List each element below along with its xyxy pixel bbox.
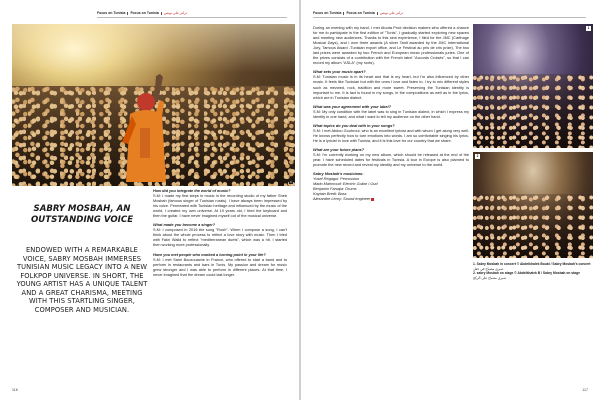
- header-rule: [313, 17, 586, 18]
- running-head-divider: [127, 12, 128, 15]
- qa-block: [313, 105, 469, 120]
- page-number: 117: [582, 388, 588, 392]
- crowd: [473, 194, 593, 258]
- interview-answer: S.M: I met Abdou Gouhroui, who is an excellent lyricist and with whom I get along very well. He knows perfectly how to turn emotions into words. I am so comfortable singing his lyrics. He is a lyricist in love with Tunisia, and it is this love for our country that we share.: [313, 128, 469, 143]
- interview-answer: S.M: I made my first steps in music in the recording studio of my father Sheb Mosbah (famous singer of Tunisian rurals). I have always been impressed by his voice. Permeated with Tunisian heritage and influenced by the music of the world, I created my own universe. At 19 years old, I tried the keyboard and then the guitar. I have never imagined myself out of the musical universe.: [153, 194, 287, 219]
- caption-line: 1. Sabry Mosbah in concert © Abdelkhalek Boubl / Sabry Mosbah's concert: [473, 262, 591, 266]
- running-head: [97, 11, 187, 15]
- right-page: [301, 0, 600, 400]
- interview-question: What are your future plans?: [313, 147, 365, 152]
- interview-answer: S.M: Tunisian music is in its heart and that is my heart, but I'm also influenced by other music. It feels like Tunisian but with the ones I love and listen to. I try to mix different styles such as mezwed, rock, tradition and more sweet. Preserving the Tunisian identity is important to me. It is fact is found in my songs, in the compositions as well as in the lyrics, which are in Tunisian dialect.: [313, 75, 469, 100]
- credit-line: Kaytain Bredi: Bass: [313, 192, 347, 197]
- interview-question: How did you integrate the world of music?: [153, 189, 231, 193]
- end-mark-icon: [371, 198, 374, 201]
- header-rule: [97, 17, 287, 18]
- credit-line: Benjamin Faruqia: Drums: [313, 187, 357, 192]
- interview-question: What sets your music apart?: [313, 70, 366, 75]
- intro-paragraph: [313, 26, 469, 66]
- qa-block: [313, 148, 469, 168]
- credits-heading: Sabry Mosbah's musicians:: [313, 172, 364, 177]
- crowd-photo-top: [473, 24, 593, 148]
- qa-block: [313, 124, 469, 144]
- caption-arabic: صبري مصباح في حفل: [473, 266, 504, 271]
- running-head-divider: [343, 12, 344, 15]
- qa-block: [153, 189, 287, 219]
- interview-answer: S.M: I met Sami Bouzouache in France, who offered to start a band and to perform in restaurants and bars in Tunis. My passion and dream for music grew stronger and I was able to perform in different places. At that time, I never imagined that the dream could last longer.: [153, 257, 287, 277]
- concert-photo: [12, 24, 295, 186]
- photo-captions: [473, 262, 595, 280]
- interview-question: What made you become a singer?: [153, 223, 216, 228]
- credit-line: [313, 197, 469, 202]
- crowd-photo-bottom: [473, 152, 593, 258]
- article-headline: SABRY MOSBAH, AN OUTSTANDING VOICE: [30, 204, 134, 225]
- running-head-title: Focus on Tunisia: [97, 11, 126, 15]
- page-number: 116: [12, 388, 18, 392]
- caption-line: 2. sabry Mosbah on stage © Abdelkhalek B / Sabry Mosbah on stage: [473, 271, 580, 276]
- left-body-column: [153, 189, 287, 282]
- interview-answer: S.M: I composed in 2016 the song "Rouh". When I compose a song, I can't think about the whole process to reflect a love story with music. Then I tried with Fakri Walid to reflect "mediterranean duets", which was a hit. I started then working more professionally.: [153, 228, 287, 248]
- stage-lights: [12, 24, 295, 73]
- running-head-divider: [377, 12, 378, 15]
- running-head-divider: [161, 12, 162, 15]
- photo-number-tag: 1: [587, 26, 590, 30]
- running-head-subtitle: Focus on Tunisia: [346, 11, 375, 15]
- interview-question: Have you met people who marked a turning point in your life?: [153, 252, 266, 257]
- photo-number-tag: 1: [290, 180, 292, 184]
- interview-question: What was your agreement with your label?: [313, 104, 391, 109]
- credit-line: Mado Mahmoud: Electric Guitar / Oud: [313, 182, 378, 187]
- qa-block: [153, 223, 287, 248]
- running-head-arabic: تركيز على تونس: [379, 11, 404, 15]
- running-head-arabic: تركيز على تونس: [163, 11, 188, 15]
- musician-credits: [313, 172, 469, 202]
- qa-block: [313, 70, 469, 100]
- interview-answer: S.M: My only condition with the label was to sing in Tunisian dialect, in which I express my identity in one hand, and what I want to tell my audience on the other hand.: [313, 109, 469, 119]
- interview-question: What topics do you deal with in your songs?: [313, 123, 395, 128]
- qa-block: [153, 253, 287, 278]
- performer-figure: [116, 72, 184, 186]
- caption-arabic: صبري مصباح على الركح: [473, 275, 506, 280]
- interview-answer: S.M: I'm currently working on my new album, which should be released at the end of the year. I have scheduled dates for festivals in Tunisia. A tour in Europe is also planned to promote the new record and reveal my identity and my universe to the world.: [313, 153, 469, 168]
- photo-number-tag: 2: [476, 154, 479, 158]
- crowd: [473, 74, 593, 148]
- credit-line: Yosef Regagui: Percussion: [313, 177, 360, 182]
- article-deck: ENDOWED WITH A REMARKABLE VOICE, SABRY MOSBAH IMMERSES TUNISIAN MUSIC LEGACY INTO A NEW FOLKPOP UNIVERSE. IN SHORT, THE YOUNG ARTIST HAS A UNIQUE TALENT AND A GREAT CHARISMA, MEETING WITH THIS STARTLING SINGER, COMPOSER AND MUSICIAN.: [16, 246, 148, 314]
- right-body-column: [313, 26, 469, 206]
- interview-answer: During an evening with my band, I met Atouta Prod decision makers who offered a chance for me to participate in the first edition of "Tunis". I gradually started exploring new spaces and meeting new audiences. Thanks to this new experience, I filed for the JMC (Carthage Musical Days), and I won three awards (A silver Tanit awarded by the JMC International Jury, Tamous Award -Tunisian export office, and Le Festival au pris de cris prize). The two last prizes were awarded by two French and European music professionals juries. One of the prizes consists of a contribution with the French label "Accords Croisés", so that I can record my album "ASLA" (my roots).: [313, 26, 469, 66]
- left-page: [0, 0, 299, 400]
- running-head-subtitle: Focus on Tunisia: [130, 11, 159, 15]
- running-head: [313, 11, 403, 15]
- credit-line-text: Alexandre Leroy: Sound engineer: [313, 197, 371, 202]
- running-head-title: Focus on Tunisia: [313, 11, 342, 15]
